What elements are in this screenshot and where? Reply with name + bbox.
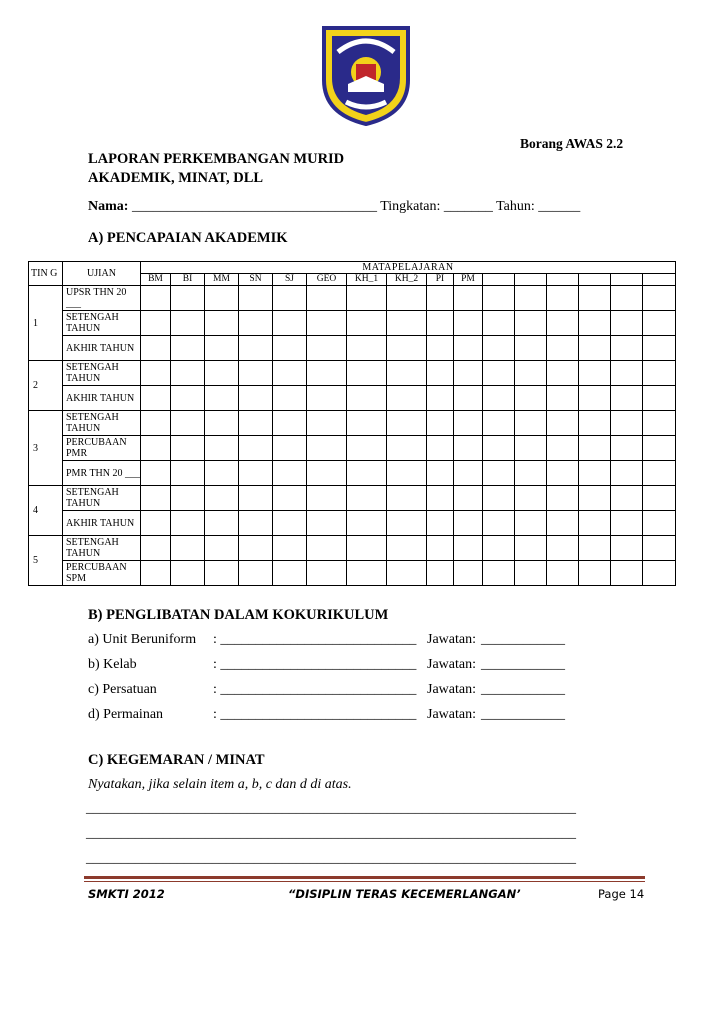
- grade-cell[interactable]: [483, 286, 515, 311]
- grade-cell[interactable]: [205, 286, 239, 311]
- exam-cell: UPSR THN 20 ___: [63, 286, 141, 311]
- grade-cell[interactable]: [307, 411, 347, 436]
- grade-cell[interactable]: [611, 461, 643, 486]
- grade-cell[interactable]: [141, 411, 171, 436]
- blank-subject-header: [483, 274, 515, 286]
- cocurricular-field[interactable]: : ____________________________: [213, 682, 417, 697]
- grade-cell[interactable]: [239, 361, 273, 386]
- grade-cell[interactable]: [307, 311, 347, 336]
- grade-cell[interactable]: [387, 561, 427, 586]
- grade-cell[interactable]: [205, 336, 239, 361]
- level-cell: 3: [29, 411, 63, 486]
- grade-cell[interactable]: [273, 386, 307, 411]
- grade-cell[interactable]: [239, 461, 273, 486]
- grade-cell[interactable]: [141, 511, 171, 536]
- cocurricular-field[interactable]: : ____________________________: [213, 632, 417, 647]
- grade-cell[interactable]: [483, 336, 515, 361]
- grade-cell[interactable]: [611, 336, 643, 361]
- grade-cell[interactable]: [515, 311, 547, 336]
- grade-cell[interactable]: [273, 286, 307, 311]
- cocurricular-label: d) Permainan: [88, 707, 164, 722]
- ting-header: TIN G: [29, 262, 63, 286]
- grade-cell[interactable]: [239, 311, 273, 336]
- grade-cell[interactable]: [454, 436, 483, 461]
- grade-cell[interactable]: [483, 486, 515, 511]
- grade-cell[interactable]: [427, 386, 454, 411]
- subject-header: KH_2: [387, 274, 427, 286]
- grade-cell[interactable]: [387, 436, 427, 461]
- grade-cell[interactable]: [515, 561, 547, 586]
- grade-cell[interactable]: [547, 561, 579, 586]
- grade-cell[interactable]: [239, 336, 273, 361]
- position-label: Jawatan:: [427, 632, 476, 647]
- grade-cell[interactable]: [141, 386, 171, 411]
- position-label: Jawatan:: [427, 682, 476, 697]
- grade-cell[interactable]: [141, 336, 171, 361]
- form-level-label: Tingkatan:: [380, 199, 441, 214]
- grade-cell[interactable]: [171, 461, 205, 486]
- grade-cell[interactable]: [239, 411, 273, 436]
- table-row: [29, 411, 676, 436]
- grade-cell[interactable]: [171, 511, 205, 536]
- grade-cell[interactable]: [483, 311, 515, 336]
- grade-cell[interactable]: [387, 461, 427, 486]
- grade-cell[interactable]: [579, 486, 611, 511]
- grade-cell[interactable]: [643, 436, 676, 461]
- form-level-field[interactable]: _______: [443, 199, 493, 214]
- grade-cell[interactable]: [454, 486, 483, 511]
- grade-cell[interactable]: [141, 311, 171, 336]
- grade-cell[interactable]: [205, 486, 239, 511]
- grade-cell[interactable]: [611, 361, 643, 386]
- grade-cell[interactable]: [579, 561, 611, 586]
- grade-cell[interactable]: [515, 486, 547, 511]
- grade-cell[interactable]: [239, 386, 273, 411]
- grade-cell[interactable]: [347, 311, 387, 336]
- grade-cell[interactable]: [483, 511, 515, 536]
- grade-cell[interactable]: [273, 561, 307, 586]
- grade-cell[interactable]: [643, 511, 676, 536]
- grade-cell[interactable]: [239, 286, 273, 311]
- grade-cell[interactable]: [273, 336, 307, 361]
- grade-cell[interactable]: [643, 336, 676, 361]
- grade-cell[interactable]: [347, 536, 387, 561]
- table-row: [29, 511, 676, 536]
- level-cell: 1: [29, 286, 63, 361]
- grade-cell[interactable]: [205, 386, 239, 411]
- grade-cell[interactable]: [454, 536, 483, 561]
- grade-cell[interactable]: [427, 486, 454, 511]
- grade-cell[interactable]: [239, 536, 273, 561]
- grade-cell[interactable]: [307, 486, 347, 511]
- report-title-line1: LAPORAN PERKEMBANGAN MURID: [88, 151, 345, 167]
- grade-cell[interactable]: [387, 511, 427, 536]
- grade-cell[interactable]: [171, 286, 205, 311]
- grade-cell[interactable]: [454, 286, 483, 311]
- grade-cell[interactable]: [483, 386, 515, 411]
- blank-subject-header: [515, 274, 547, 286]
- cocurricular-field[interactable]: : ____________________________: [213, 657, 417, 672]
- grade-cell[interactable]: [205, 561, 239, 586]
- grade-cell[interactable]: [579, 286, 611, 311]
- grade-cell[interactable]: [454, 386, 483, 411]
- grade-cell[interactable]: [427, 461, 454, 486]
- footer-page-number: Page 14: [598, 887, 645, 901]
- grade-cell[interactable]: [611, 411, 643, 436]
- grade-cell[interactable]: [427, 311, 454, 336]
- grade-cell[interactable]: [307, 336, 347, 361]
- subject-header: SN: [239, 274, 273, 286]
- footer-motto: “DISIPLIN TERAS KECEMERLANGAN’: [288, 887, 521, 901]
- level-cell: 5: [29, 536, 63, 586]
- grade-cell[interactable]: [611, 486, 643, 511]
- table-header-row: [29, 262, 676, 274]
- level-cell: 4: [29, 486, 63, 536]
- table-row: [29, 461, 676, 486]
- subject-header: MM: [205, 274, 239, 286]
- grade-cell[interactable]: [515, 436, 547, 461]
- grade-cell[interactable]: [611, 286, 643, 311]
- subjects-group-header: MATAPELAJARAN: [141, 262, 676, 274]
- grade-cell[interactable]: [387, 486, 427, 511]
- grade-cell[interactable]: [347, 436, 387, 461]
- grade-cell[interactable]: [205, 361, 239, 386]
- grade-cell[interactable]: [643, 536, 676, 561]
- grade-cell[interactable]: [171, 536, 205, 561]
- grade-cell[interactable]: [579, 411, 611, 436]
- grade-cell[interactable]: [515, 361, 547, 386]
- grade-cell[interactable]: [307, 436, 347, 461]
- school-crest-logo: [318, 22, 414, 126]
- grade-cell[interactable]: [579, 436, 611, 461]
- grade-cell[interactable]: [141, 461, 171, 486]
- cocurricular-field[interactable]: : ____________________________: [213, 707, 417, 722]
- grade-cell[interactable]: [427, 511, 454, 536]
- grade-cell[interactable]: [427, 286, 454, 311]
- grade-cell[interactable]: [515, 336, 547, 361]
- interest-write-line-1[interactable]: ______________________________________________________________________: [86, 801, 576, 816]
- grade-cell[interactable]: [454, 411, 483, 436]
- grade-cell[interactable]: [427, 536, 454, 561]
- grade-cell[interactable]: [307, 286, 347, 311]
- grade-cell[interactable]: [307, 461, 347, 486]
- exam-cell: SETENGAH TAHUN: [63, 411, 141, 436]
- subject-header: SJ: [273, 274, 307, 286]
- position-label: Jawatan:: [427, 657, 476, 672]
- level-cell: 2: [29, 361, 63, 411]
- grade-cell[interactable]: [643, 461, 676, 486]
- grade-cell[interactable]: [643, 486, 676, 511]
- grade-cell[interactable]: [643, 411, 676, 436]
- grade-cell[interactable]: [643, 386, 676, 411]
- cocurricular-label: a) Unit Beruniform: [88, 632, 197, 647]
- grade-cell[interactable]: [547, 511, 579, 536]
- grade-cell[interactable]: [387, 536, 427, 561]
- table-row: [29, 311, 676, 336]
- grade-cell[interactable]: [547, 536, 579, 561]
- grade-cell[interactable]: [141, 536, 171, 561]
- table-row: [29, 386, 676, 411]
- exam-cell: PERCUBAAN SPM: [63, 561, 141, 586]
- grade-cell[interactable]: [547, 361, 579, 386]
- cocurricular-label: b) Kelab: [88, 657, 137, 672]
- grade-cell[interactable]: [579, 336, 611, 361]
- exam-cell: SETENGAH TAHUN: [63, 536, 141, 561]
- grade-cell[interactable]: [579, 361, 611, 386]
- grade-cell[interactable]: [611, 536, 643, 561]
- grade-cell[interactable]: [141, 561, 171, 586]
- blank-subject-header: [579, 274, 611, 286]
- table-row: [29, 536, 676, 561]
- grade-cell[interactable]: [171, 311, 205, 336]
- grade-cell[interactable]: [547, 386, 579, 411]
- table-row: [29, 336, 676, 361]
- grade-cell[interactable]: [307, 386, 347, 411]
- position-field[interactable]: ____________: [481, 682, 565, 697]
- grade-cell[interactable]: [387, 336, 427, 361]
- grade-cell[interactable]: [483, 536, 515, 561]
- grade-cell[interactable]: [171, 411, 205, 436]
- grade-cell[interactable]: [611, 511, 643, 536]
- footer-rule-thick: [84, 876, 645, 879]
- table-row: [29, 436, 676, 461]
- grade-cell[interactable]: [427, 336, 454, 361]
- grade-cell[interactable]: [643, 311, 676, 336]
- section-b-heading: B) PENGLIBATAN DALAM KOKURIKULUM: [88, 607, 389, 623]
- grade-cell[interactable]: [347, 486, 387, 511]
- grade-cell[interactable]: [454, 561, 483, 586]
- grade-cell[interactable]: [205, 536, 239, 561]
- grade-cell[interactable]: [273, 361, 307, 386]
- grade-cell[interactable]: [387, 361, 427, 386]
- report-title-line2: AKADEMIK, MINAT, DLL: [88, 170, 264, 186]
- grade-cell[interactable]: [547, 486, 579, 511]
- grade-cell[interactable]: [515, 386, 547, 411]
- subject-header: PI: [427, 274, 454, 286]
- grade-cell[interactable]: [205, 311, 239, 336]
- grade-cell[interactable]: [483, 411, 515, 436]
- grade-cell[interactable]: [141, 286, 171, 311]
- grade-cell[interactable]: [579, 511, 611, 536]
- grade-cell[interactable]: [387, 286, 427, 311]
- table-row: [29, 561, 676, 586]
- name-field[interactable]: ___________________________________: [131, 199, 377, 214]
- grade-cell[interactable]: [307, 536, 347, 561]
- grade-cell[interactable]: [273, 511, 307, 536]
- grade-cell[interactable]: [515, 411, 547, 436]
- subject-header: KH_1: [347, 274, 387, 286]
- grade-cell[interactable]: [483, 561, 515, 586]
- grade-cell[interactable]: [205, 461, 239, 486]
- grade-cell[interactable]: [347, 361, 387, 386]
- grade-cell[interactable]: [427, 411, 454, 436]
- grade-cell[interactable]: [427, 561, 454, 586]
- grade-cell[interactable]: [171, 386, 205, 411]
- grade-cell[interactable]: [387, 411, 427, 436]
- grade-cell[interactable]: [579, 311, 611, 336]
- subject-header: GEO: [307, 274, 347, 286]
- grade-cell[interactable]: [547, 311, 579, 336]
- exam-cell: AKHIR TAHUN: [63, 386, 141, 411]
- grade-cell[interactable]: [205, 436, 239, 461]
- grade-cell[interactable]: [171, 336, 205, 361]
- grade-cell[interactable]: [347, 286, 387, 311]
- grade-cell[interactable]: [547, 436, 579, 461]
- grade-cell[interactable]: [515, 536, 547, 561]
- grade-cell[interactable]: [515, 511, 547, 536]
- grade-cell[interactable]: [579, 461, 611, 486]
- grade-cell[interactable]: [273, 311, 307, 336]
- grade-cell[interactable]: [579, 536, 611, 561]
- student-info-line: [88, 199, 580, 215]
- section-c-heading: C) KEGEMARAN / MINAT: [88, 752, 265, 768]
- academic-results-table: [28, 261, 676, 586]
- subject-header: BI: [171, 274, 205, 286]
- grade-cell[interactable]: [547, 336, 579, 361]
- cocurricular-label: c) Persatuan: [88, 682, 157, 697]
- grade-cell[interactable]: [387, 311, 427, 336]
- grade-cell[interactable]: [643, 361, 676, 386]
- name-label: Nama:: [88, 199, 129, 214]
- interest-write-line-3[interactable]: ______________________________________________________________________: [86, 851, 576, 866]
- position-label: Jawatan:: [427, 707, 476, 722]
- grade-cell[interactable]: [307, 511, 347, 536]
- grade-cell[interactable]: [454, 311, 483, 336]
- grade-cell[interactable]: [273, 486, 307, 511]
- year-field[interactable]: ______: [538, 199, 581, 214]
- grade-cell[interactable]: [611, 436, 643, 461]
- grade-cell[interactable]: [347, 336, 387, 361]
- exam-cell: AKHIR TAHUN: [63, 511, 141, 536]
- grade-cell[interactable]: [171, 361, 205, 386]
- grade-cell[interactable]: [643, 286, 676, 311]
- table-row: [29, 486, 676, 511]
- table-row: [29, 286, 676, 311]
- grade-cell[interactable]: [427, 361, 454, 386]
- grade-cell[interactable]: [547, 286, 579, 311]
- grade-cell[interactable]: [205, 411, 239, 436]
- grade-cell[interactable]: [239, 511, 273, 536]
- position-field[interactable]: ____________: [481, 632, 565, 647]
- grade-cell[interactable]: [205, 511, 239, 536]
- grade-cell[interactable]: [307, 361, 347, 386]
- grade-cell[interactable]: [141, 486, 171, 511]
- grade-cell[interactable]: [171, 436, 205, 461]
- grade-cell[interactable]: [347, 461, 387, 486]
- grade-cell[interactable]: [171, 486, 205, 511]
- grade-cell[interactable]: [387, 386, 427, 411]
- exam-cell: AKHIR TAHUN: [63, 336, 141, 361]
- footer-school: SMKTI 2012: [88, 887, 165, 901]
- exam-cell: PERCUBAAN PMR: [63, 436, 141, 461]
- interest-write-line-2[interactable]: ______________________________________________________________________: [86, 826, 576, 841]
- grade-cell[interactable]: [239, 561, 273, 586]
- position-field[interactable]: ____________: [481, 707, 565, 722]
- section-a-heading: A) PENCAPAIAN AKADEMIK: [88, 230, 288, 246]
- subject-header: BM: [141, 274, 171, 286]
- grade-cell[interactable]: [515, 461, 547, 486]
- grade-cell[interactable]: [307, 561, 347, 586]
- grade-cell[interactable]: [347, 561, 387, 586]
- exam-cell: SETENGAH TAHUN: [63, 486, 141, 511]
- grade-cell[interactable]: [611, 386, 643, 411]
- footer-rule-thin: [84, 881, 645, 882]
- position-field[interactable]: ____________: [481, 657, 565, 672]
- grade-cell[interactable]: [141, 361, 171, 386]
- form-code: Borang AWAS 2.2: [520, 136, 624, 151]
- blank-subject-header: [547, 274, 579, 286]
- grade-cell[interactable]: [454, 461, 483, 486]
- grade-cell[interactable]: [347, 411, 387, 436]
- grade-cell[interactable]: [483, 361, 515, 386]
- grade-cell[interactable]: [579, 386, 611, 411]
- grade-cell[interactable]: [454, 361, 483, 386]
- subject-header: PM: [454, 274, 483, 286]
- grade-cell[interactable]: [643, 561, 676, 586]
- exam-cell: SETENGAH TAHUN: [63, 361, 141, 386]
- exam-cell: PMR THN 20 ___: [63, 461, 141, 486]
- table-row: [29, 361, 676, 386]
- grade-cell[interactable]: [483, 436, 515, 461]
- section-c-note: Nyatakan, jika selain item a, b, c dan d di atas.: [88, 777, 352, 792]
- grade-cell[interactable]: [347, 386, 387, 411]
- grade-cell[interactable]: [427, 436, 454, 461]
- grade-cell[interactable]: [547, 411, 579, 436]
- grade-cell[interactable]: [239, 486, 273, 511]
- grade-cell[interactable]: [171, 561, 205, 586]
- year-label: Tahun:: [496, 199, 535, 214]
- grade-cell[interactable]: [239, 436, 273, 461]
- grade-cell[interactable]: [454, 336, 483, 361]
- grade-cell[interactable]: [483, 461, 515, 486]
- exam-cell: SETENGAH TAHUN: [63, 311, 141, 336]
- grade-cell[interactable]: [273, 536, 307, 561]
- grade-cell[interactable]: [141, 436, 171, 461]
- grade-cell[interactable]: [454, 511, 483, 536]
- blank-subject-header: [643, 274, 676, 286]
- blank-subject-header: [611, 274, 643, 286]
- grade-cell[interactable]: [347, 511, 387, 536]
- grade-cell[interactable]: [611, 561, 643, 586]
- grade-cell[interactable]: [273, 461, 307, 486]
- grade-cell[interactable]: [611, 311, 643, 336]
- grade-cell[interactable]: [547, 461, 579, 486]
- ujian-header: UJIAN: [63, 262, 141, 286]
- grade-cell[interactable]: [273, 436, 307, 461]
- grade-cell[interactable]: [273, 411, 307, 436]
- grade-cell[interactable]: [515, 286, 547, 311]
